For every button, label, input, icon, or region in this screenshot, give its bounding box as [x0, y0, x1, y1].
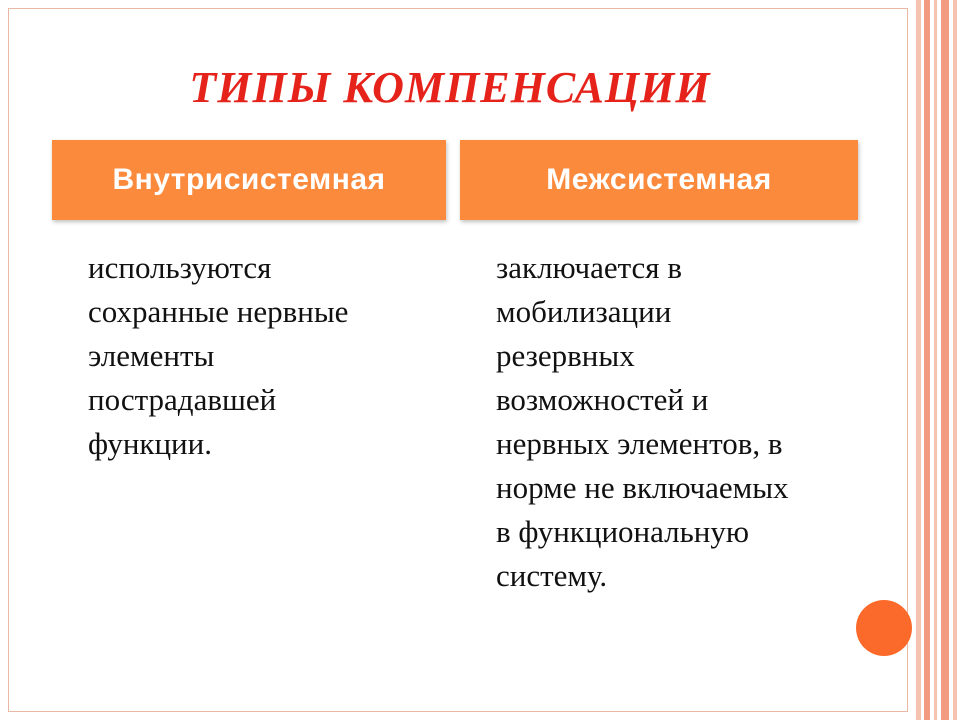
- text-line: сохранные нервные: [88, 294, 349, 329]
- accent-dot: [856, 600, 912, 656]
- decorative-stripes: [916, 0, 960, 720]
- text-line: резервных: [496, 338, 635, 373]
- text-line: возможностей и: [496, 382, 709, 417]
- text-line: норме не включаемых: [496, 470, 789, 505]
- text-line: элементы: [88, 338, 215, 373]
- text-line: нервных элементов, в: [496, 426, 783, 461]
- slide-title: ТИПЫ КОМПЕНСАЦИИ: [189, 63, 711, 112]
- text-line: функции.: [88, 426, 212, 461]
- header-intersystem: Межсистемная: [460, 140, 858, 220]
- text-line: систему.: [496, 558, 608, 593]
- header-intrasystem: Внутрисистемная: [52, 140, 446, 220]
- column-text-intersystem: [496, 246, 866, 598]
- text-line: используются: [88, 250, 272, 285]
- text-line: заключается в: [496, 250, 682, 285]
- text-line: в функциональную: [496, 514, 750, 549]
- column-text-intrasystem: [88, 246, 448, 466]
- text-line: пострадавшей: [88, 382, 277, 417]
- text-line: мобилизации: [496, 294, 672, 329]
